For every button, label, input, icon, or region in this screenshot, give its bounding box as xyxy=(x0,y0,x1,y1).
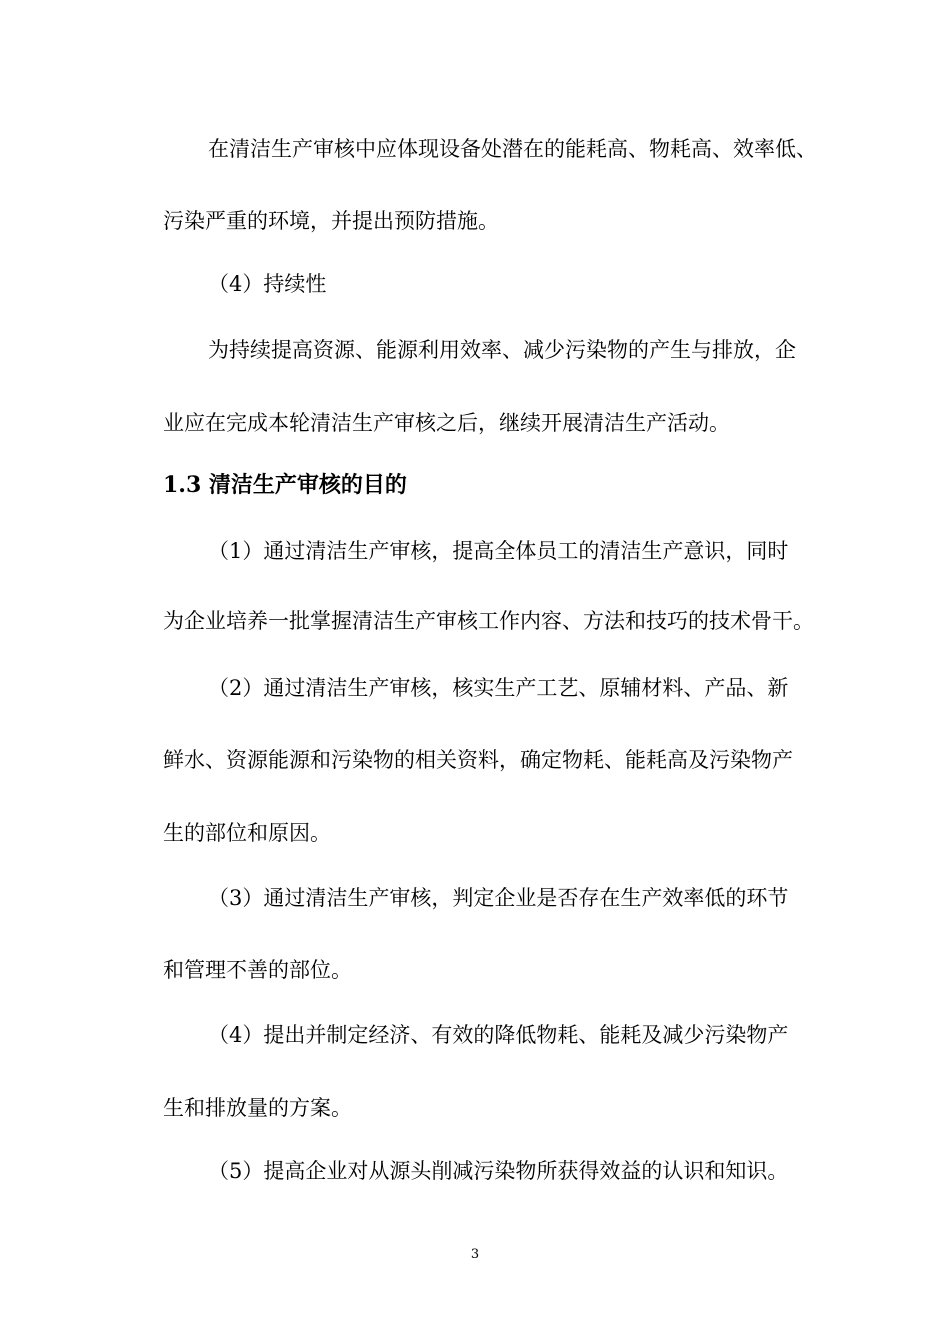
paragraph-line: 生和排放量的方案。 xyxy=(163,1096,352,1120)
paragraph-line: 生的部位和原因。 xyxy=(163,821,331,845)
section-heading: 1.3 清洁生产审核的目的 xyxy=(163,472,407,498)
paragraph-line: 在清洁生产审核中应体现设备处潜在的能耗高、物耗高、效率低、 xyxy=(208,137,817,161)
list-item: （3）通过清洁生产审核，判定企业是否存在生产效率低的环节 xyxy=(208,886,789,910)
paragraph-line: 鲜水、资源能源和污染物的相关资料，确定物耗、能耗高及污染物产 xyxy=(163,748,793,772)
list-item: （1）通过清洁生产审核，提高全体员工的清洁生产意识，同时 xyxy=(208,539,789,563)
list-item: （5）提高企业对从源头削减污染物所获得效益的认识和知识。 xyxy=(208,1159,789,1183)
paragraph-line: 和管理不善的部位。 xyxy=(163,958,352,982)
paragraph-line: 为企业培养一批掌握清洁生产审核工作内容、方法和技巧的技术骨干。 xyxy=(163,609,814,633)
paragraph-line: 污染严重的环境，并提出预防措施。 xyxy=(163,209,499,233)
paragraph-line: 业应在完成本轮清洁生产审核之后，继续开展清洁生产活动。 xyxy=(163,411,730,435)
list-item: （4）提出并制定经济、有效的降低物耗、能耗及减少污染物产 xyxy=(208,1023,789,1047)
paragraph-line: 为持续提高资源、能源利用效率、减少污染物的产生与排放，企 xyxy=(208,338,796,362)
list-item: （2）通过清洁生产审核，核实生产工艺、原辅材料、产品、新 xyxy=(208,676,789,700)
page-number: 3 xyxy=(470,1247,480,1262)
list-item-heading: （4）持续性 xyxy=(208,272,327,296)
